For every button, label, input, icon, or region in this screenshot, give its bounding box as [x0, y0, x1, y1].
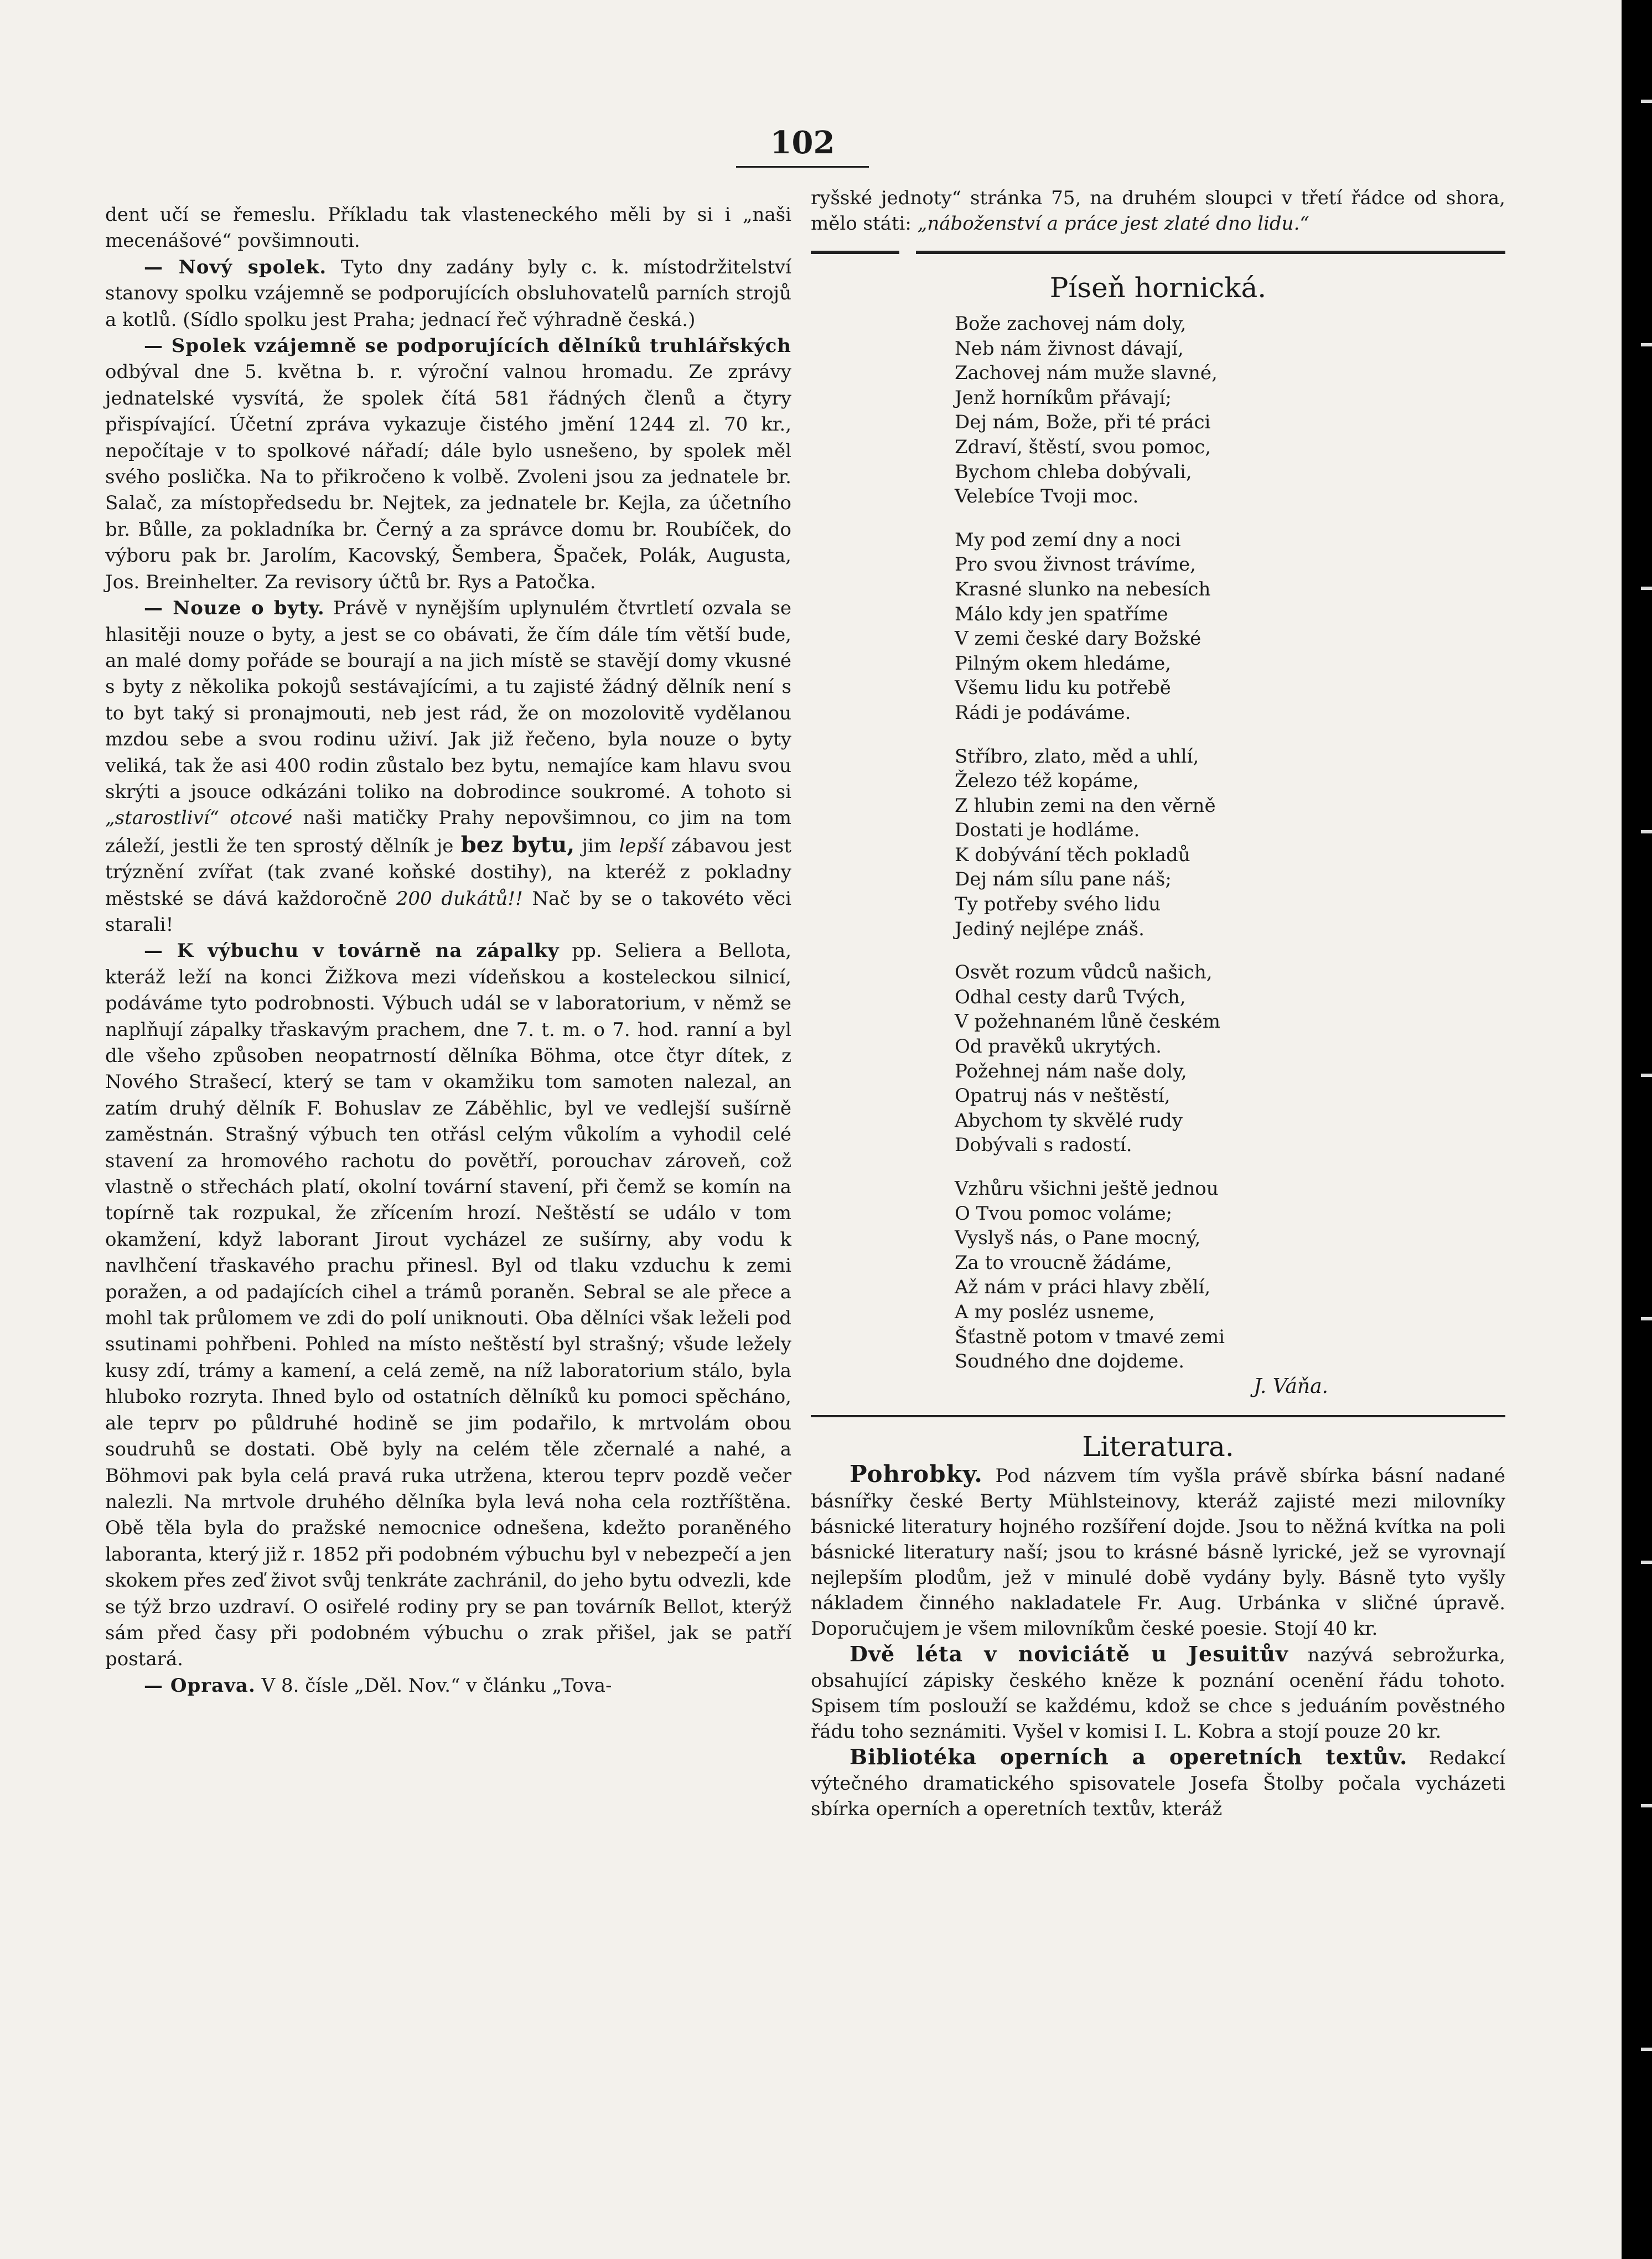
correction-continued: [811, 185, 1505, 236]
literature-item: [811, 1744, 1505, 1822]
poem-stanza: [955, 960, 1505, 1158]
right-column: [811, 185, 1505, 1822]
article-body: pp. Seliera a Bellota, kteráž leží na konci Žižkova mezi vídeňskou a kosteleckou silnicí, podáváme tyto podrobnosti. Výbuch udál se v laboratorium, v němž se naplňují zápalky třaskavým prachem, dne 7. t. m. o 7. hod. ranní a byl dle všeho způsoben neopatrností dělníka Böhma, otce čtyr dítek, z Nového Strašecí, který se tam v okamžiku tom samoten nalezal, an zatím druhý dělník F. Bohuslav ze Záběhlic, byl ve vedlejší sušírně zaměstnán. Strašný výbuch ten otřásl celým vůkolím a vyhodil celé stavení za hromového rachotu do povětří, porouchav zároveň, což vlastně o střechách platí, okolní tovární stavení, při čemž se komín na topírně tak rozpukal, že zřícením hrozí. Neštěstí se událo v tom okamžení, když laborant Jirout vycházel ze sušírny, aby vodu k navlhčení třaskavého prachu přinesl. Byl od tlaku vzduchu k zemi poražen, a od padajících cihel a trámů poraněn. Sebral se ale přece a mohl tak průlomem ve zdi do polí uniknouti. Oba dělníci však leželi pod ssutinami pohřbeni. Pohled na místo neštěstí byl strašný; všude ležely kusy zdí, trámy a kamení, a celá země, na níž laboratorium stálo, byla hluboko rozryta. Ihned bylo od ostatních dělníků ku pomoci spěcháno, ale teprv po půldruhé hodině se jim podařilo, k mrtvolám obou soudruhů se dostati. Obě byly na celém těle zčernalé a nahé, a Böhmovi pak byla celá pravá ruka utržena, kterou teprv pozdě večer nalezli. Na mrtvole druhého dělníka byla levá noha cela roztříštěna. Obě těla byla do pražské nemocnice odnešena, kdežto poraněného laboranta, který již r. 1852 při podobném výbuchu byl v nebezpečí a jen skokem přes zeď život svůj tenkráte zachránil, do jeho bytu odvezli, kde se týž brzo uzdraví. O osiřelé rodiny pry se pan továrník Bellot, kterýž sám před časy při podobném výbuchu o zrak přišel, jak se patří postará.: [105, 940, 792, 1671]
scan-edge-mark: [1641, 830, 1652, 833]
literature-item-heading: Bibliotéka operních a operetních textův.: [850, 1744, 1408, 1769]
literature-item-body: Redakcí výtečného dramatického spisovatele Josefa Štolby počala vycházeti sbírka operních a operetních textův, kteráž: [811, 1747, 1505, 1820]
poem-line: Abychom ty skvělé rudy: [955, 1109, 1183, 1132]
literature-item-body: Pod názvem tím vyšla právě sbírka básní nadané básnířky české Berty Mühlsteinovy, kteráž zajisté mezi milovníky básnické literatury hojného rozšíření dojde. Jsou to něžná kvítka na poli básnické literatury naší; jsou to krásné básně lyrické, jež se vyrovnají nejlepším plodům, jež v minulé době vydány byly. Básně tyto vyšly nákladem činného nakladatele Fr. Aug. Urbánka v sličné úpravě. Doporučujem je všem milovníkům české poesie. Stojí 40 kr.: [811, 1464, 1505, 1640]
poem-line: Dej nám, Bože, při té práci: [955, 411, 1211, 434]
article-body: zábavou jest trýznění zvířat (tak zvané koňské dostihy), na kteréž z pokladny městské se dává každoročně: [105, 835, 791, 910]
poem-line: Železo též kopáme,: [955, 770, 1139, 792]
article-heading: — Nouze o byty.: [144, 597, 325, 620]
literature-item-heading: Dvě léta v noviciátě u Jesuitův: [850, 1641, 1288, 1666]
poem-line: Z hlubin zemi na den věrně: [955, 794, 1216, 817]
poem-line: Málo kdy jen spatříme: [955, 603, 1168, 625]
poem-line: A my posléz usneme,: [955, 1301, 1155, 1323]
poem-line: Bože zachovej nám doly,: [955, 313, 1187, 335]
page-number: 102: [770, 125, 835, 161]
article-factory-explosion: [105, 938, 791, 1672]
poem-line: V požehnaném lůně českém: [955, 1011, 1220, 1033]
literature-title: Literatura.: [1082, 1430, 1234, 1463]
poem-line: V zemi české dary Božské: [955, 628, 1202, 650]
poem-line: Stříbro, zlato, měd a uhlí,: [955, 745, 1199, 768]
poem-line: Osvět rozum vůdců našich,: [955, 961, 1213, 984]
poem-stanza: [955, 744, 1505, 942]
article-body: naši matičky Prahy nepovšimnou, co jim na tom záleží, jestli že ten sprostý dělník je: [105, 807, 791, 857]
section-divider: [811, 1415, 1505, 1417]
article-emphasis: 200 dukátů!!: [396, 887, 523, 910]
article-emphasis-bold: bez bytu,: [460, 831, 575, 858]
article-new-society: [105, 255, 791, 333]
scan-edge-mark: [1641, 1317, 1652, 1320]
poem-line: Všemu lidu ku potřebě: [955, 677, 1171, 700]
poem-line: Opatruj nás v neštěstí,: [955, 1085, 1171, 1107]
poem-line: Dostati je hodláme.: [955, 819, 1140, 842]
poem-line: Za to vroucně žádáme,: [955, 1251, 1172, 1274]
article-carpenters-society: [105, 333, 791, 595]
literature-item-heading: Pohrobky.: [850, 1460, 983, 1488]
poem-line: Rádi je podáváme.: [955, 701, 1131, 724]
article-heading: — Spolek vzájemně se podporujících dělníků truhlářských: [144, 335, 791, 357]
poem-line: Zdraví, štěstí, svou pomoc,: [955, 436, 1211, 458]
poem-line: Zachovej nám muže slavné,: [955, 362, 1218, 385]
article-body: V 8. čísle „Děl. Nov.“ v článku „Tova-: [255, 1674, 612, 1697]
article-body: jim: [574, 835, 619, 857]
scan-edge-mark: [1641, 587, 1652, 590]
poem-line: O Tvou pomoc voláme;: [955, 1202, 1173, 1225]
correction-text: ryšské jednoty“ stránka 75, na druhém sloupci v třetí řádce od shora, mělo státi:: [811, 187, 1505, 235]
poem-line: Jediný nejlépe znáš.: [955, 918, 1145, 940]
article-emphasis: lepší: [619, 835, 664, 857]
article-body: Právě v nynějším uplynulém čtvrtletí ozvala se hlasitěji nouze o byty, a jest se co obávati, že čím dále tím větší bude, an malé domy pořáde se bourají a na jich místě se stavějí domy vkusné s byty z několika pokojů sestávajícími, a tu zajisté žádný dělník není s to byt taký si pronajmouti, neb jest rád, že on mozolovitě vydělanou mzdou sebe a svou rodinu uživí. Jak již řečeno, byla nouze o byty veliká, tak že asi 400 rodin zůstalo bez bytu, nemajíce kam hlavu svou skrýti a jsouce odkázáni toliko na dobrodince soukromé. A tohoto si: [105, 597, 792, 803]
article-body: Tyto dny zadány byly c. k. místodržitelství stanovy spolku vzájemně se podporujících obsluhovatelů parních strojů a kotlů. (Sídlo spolku jest Praha; jednací řeč výhradně česká.): [105, 256, 791, 331]
article-apprentice-end: dent učí se řemeslu. Příkladu tak vlasteneckého měli by si i „naši mecenášové“ povšimnouti.: [105, 204, 791, 252]
correction-quote: „náboženství a práce jest zlaté dno lidu.“: [917, 213, 1309, 235]
poem-line: Šťastně potom v tmavé zemi: [955, 1325, 1225, 1348]
literature-item-body: nazývá sebrožurka, obsahující zápisky českého kněze k poznání ocenění řádu tohoto. Spisem tím poslouží se každému, kdož se chce s jeduáním pověstného řádu toho seznámiti. Vyšel v komisi I. L. Kobra a stojí pouze 20 kr.: [811, 1644, 1505, 1743]
literature-section: [811, 1462, 1505, 1822]
poem-line: K dobývání těch pokladů: [955, 843, 1190, 866]
poem-line: Velebíce Tvoji moc.: [955, 485, 1139, 508]
poem-line: Ty potřeby svého lidu: [955, 893, 1161, 916]
poem-line: Soudného dne dojdeme.: [955, 1350, 1185, 1373]
poem-line: Odhal cesty darů Tvých,: [955, 986, 1186, 1008]
poem-line: Bychom chleba dobývali,: [955, 460, 1192, 483]
poem-line: My pod zemí dny a noci: [955, 529, 1181, 551]
scan-edge: [1622, 0, 1652, 2259]
poem-line: Až nám v práci hlavy zbělí,: [955, 1276, 1211, 1299]
poem-line: Neb nám živnost dávají,: [955, 337, 1184, 360]
literature-item: [811, 1641, 1505, 1744]
poem-line: Dej nám sílu pane náš;: [955, 868, 1172, 891]
scan-edge-mark: [1641, 1561, 1652, 1564]
article-housing-shortage: [105, 595, 791, 938]
poem-line: Požehnej nám naše doly,: [955, 1060, 1187, 1082]
scan-edge-mark: [1641, 343, 1652, 346]
poem-line: Pilným okem hledáme,: [955, 652, 1172, 675]
scan-edge-mark: [1641, 100, 1652, 103]
article-body: Nač by se o takovéto věci starali!: [105, 887, 792, 936]
scan-edge-mark: [1641, 1804, 1652, 1807]
poem-line: Vzhůru všichni ještě jednou: [955, 1178, 1219, 1200]
scan-edge-mark: [1641, 1074, 1652, 1077]
literature-item: [811, 1462, 1505, 1641]
article-heading: — Oprava.: [144, 1674, 256, 1697]
article-heading: — K výbuchu v továrně na zápalky: [144, 940, 560, 962]
poem-stanza: [955, 312, 1505, 509]
article-correction: [105, 1673, 791, 1699]
poem-stanza: [955, 1177, 1505, 1374]
article-body: odbýval dne 5. května b. r. výroční valnou hromadu. Ze zprávy jednatelské vysvítá, že spolek čítá 581 řádných členů a čtyry přispívající. Účetní zpráva vykazuje čistého jmění 1244 zl. 70 kr., nepočítaje v to spolkové nářadí; dále bylo usnešeno, by spolek měl svého poslička. Na to přikročeno k volbě. Zvoleni jsou za jednatele br. Salač, za místopředsedu br. Nejtek, za jednatele br. Kejla, za účetního br. Bůlle, za pokladníka br. Černý a za správce domu br. Roubíček, do výboru pak br. Jarolím, Kacovský, Šembera, Špaček, Polák, Augusta, Jos. Breinhelter. Za revisory účtů br. Rys a Patočka.: [105, 361, 791, 593]
article-emphasis: „starostliví“ otcové: [105, 807, 293, 830]
poem-line: Jenž horníkům přávají;: [955, 386, 1172, 409]
article-heading: — Nový spolek.: [144, 256, 327, 278]
scan-edge-mark: [1641, 2048, 1652, 2051]
page-number-rule: [736, 166, 869, 168]
section-divider: [811, 251, 1505, 254]
poem-line: Pro svou živnost trávíme,: [955, 553, 1196, 576]
poem: [955, 312, 1505, 1374]
poem-line: Dobývali s radostí.: [955, 1134, 1132, 1157]
left-column: [105, 202, 791, 1699]
poem-stanza: [955, 528, 1505, 726]
poem-line: Od pravěků ukrytých.: [955, 1035, 1162, 1058]
poem-title: Píseň hornická.: [1049, 272, 1267, 304]
poem-line: Vyslyš nás, o Pane mocný,: [955, 1227, 1201, 1250]
poem-line: Krasné slunko na nebesích: [955, 578, 1211, 600]
poem-author: J. Váňa.: [1254, 1375, 1328, 1398]
